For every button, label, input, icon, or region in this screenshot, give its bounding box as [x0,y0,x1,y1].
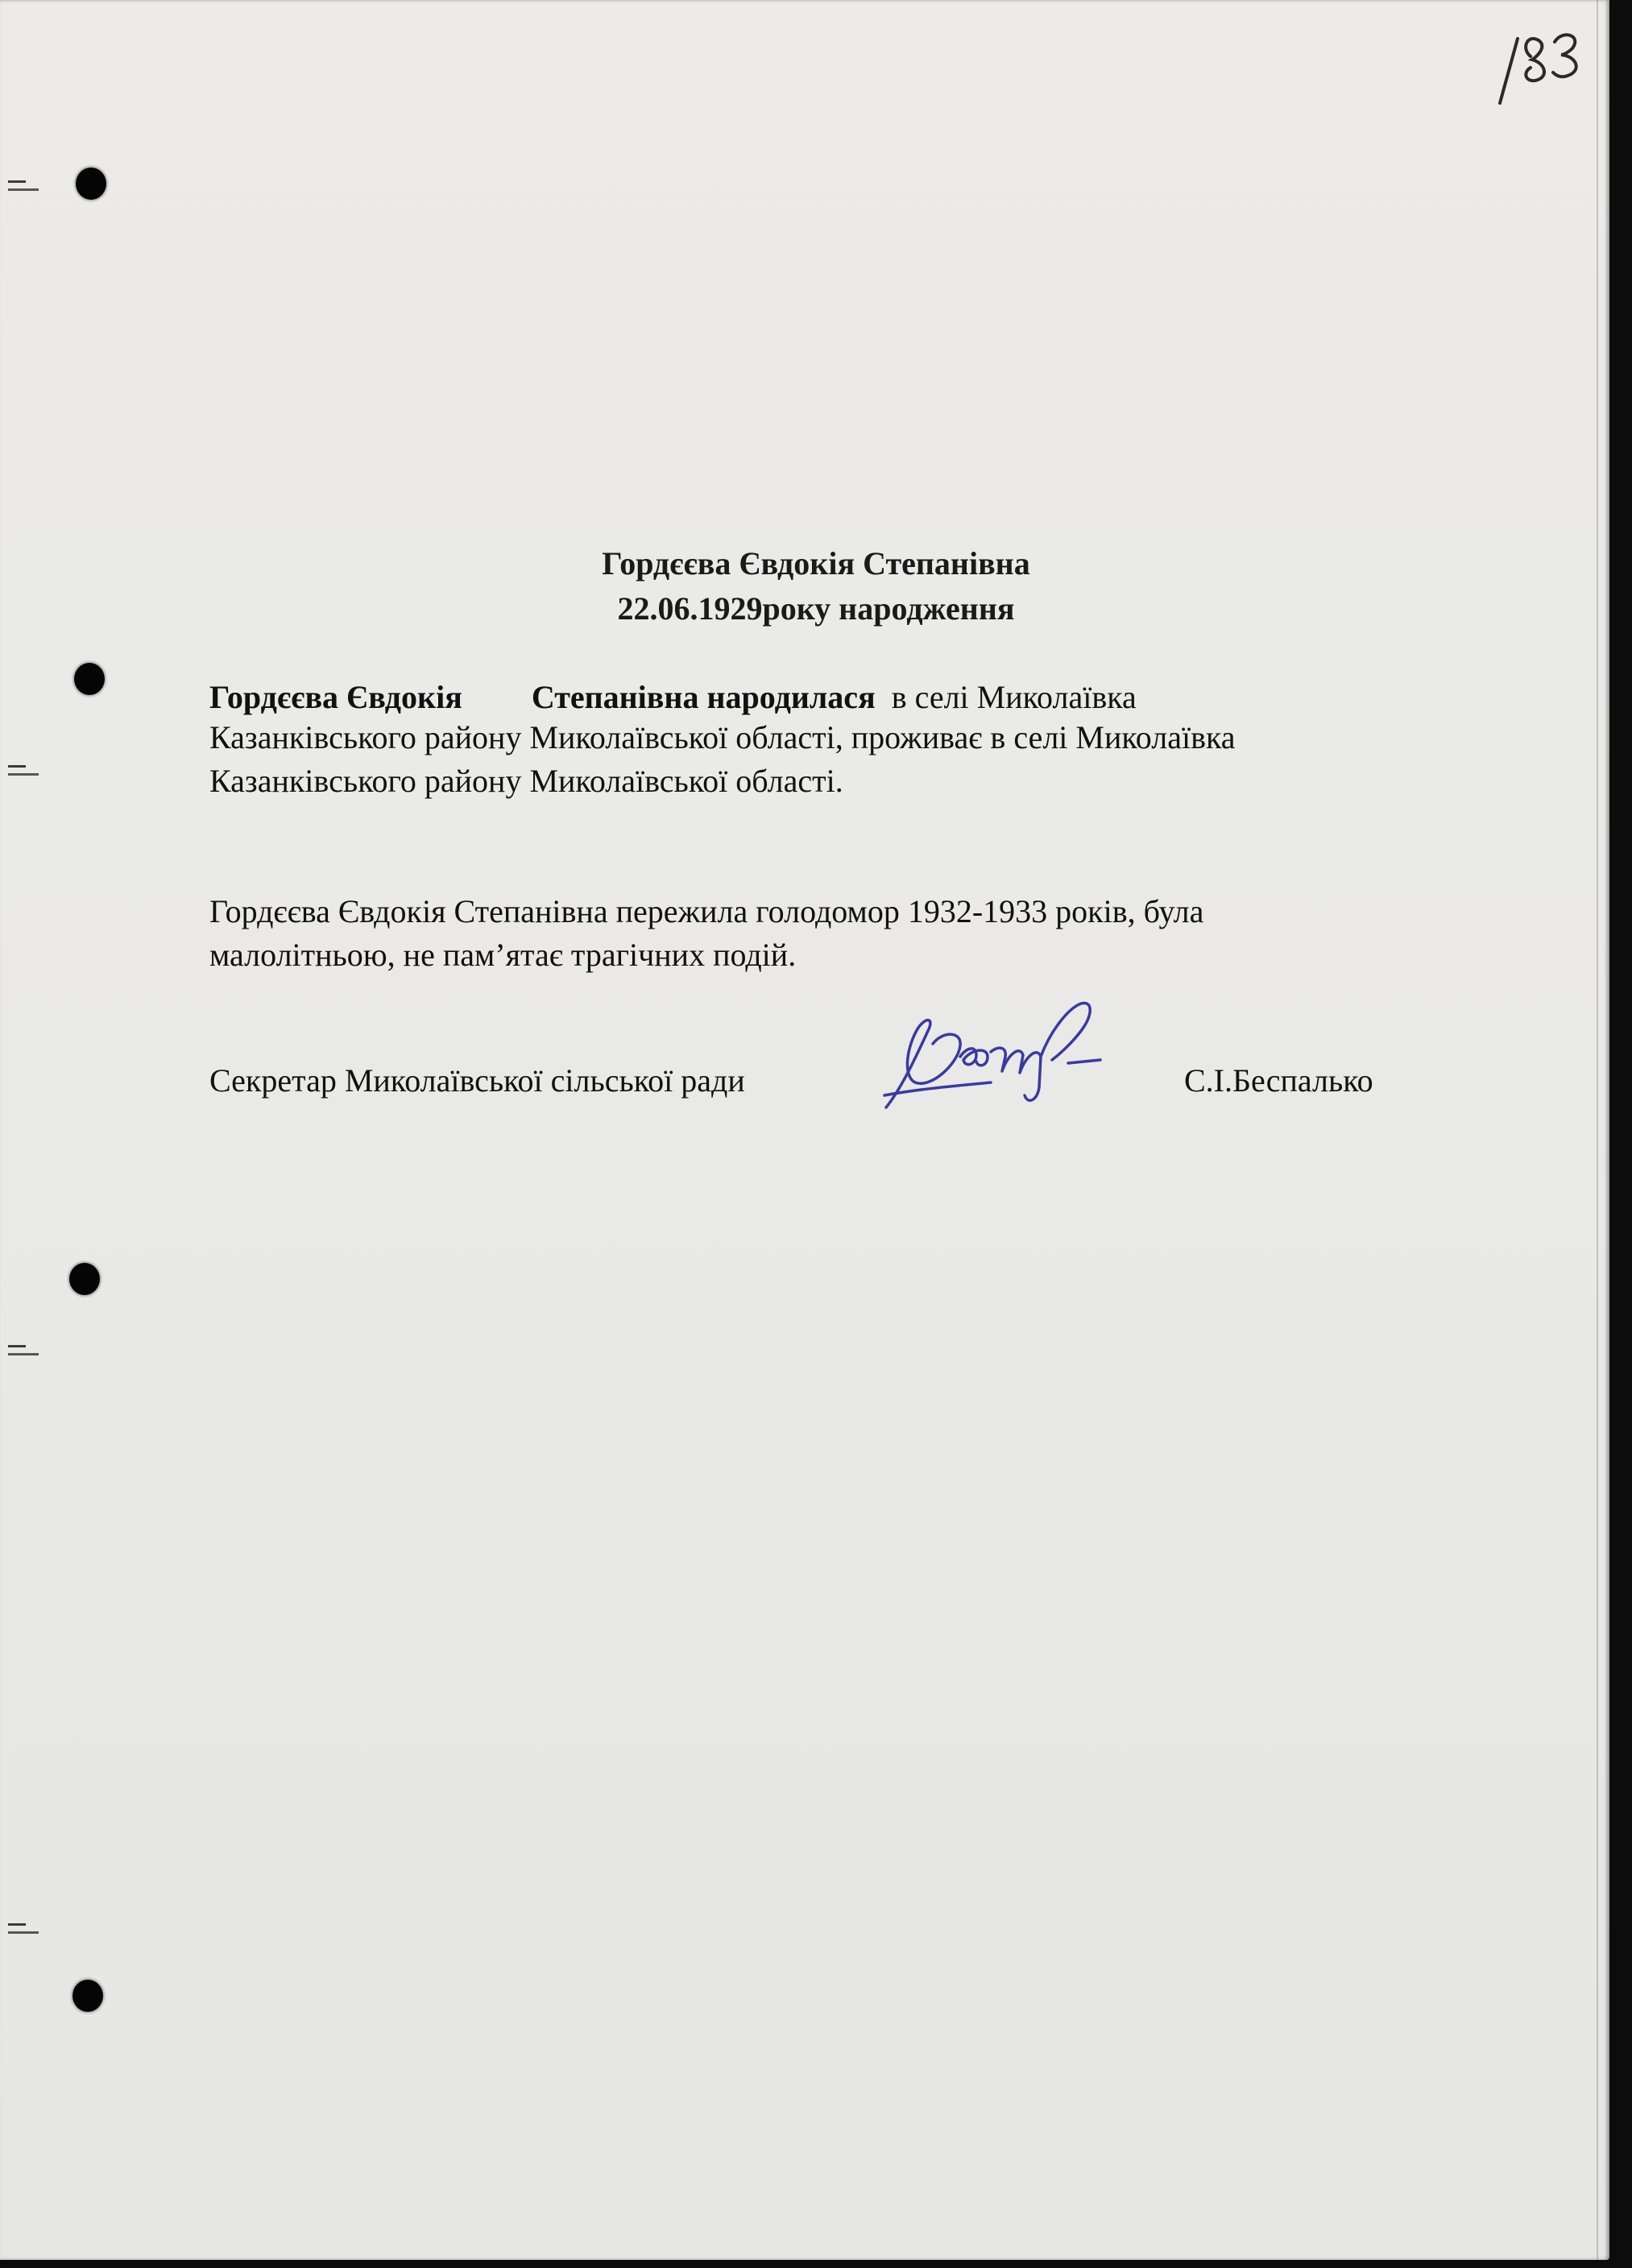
handwritten-page-number [1482,24,1587,113]
binding-hole [74,663,105,695]
paragraph1-line1 [209,675,1137,720]
paragraph1-patronymic-verb: Степанівна народилася [531,679,876,715]
margin-mark [8,179,40,197]
person-name-heading: Гордєєва Євдокія Степанівна [602,545,1030,581]
handwritten-signature [870,999,1136,1120]
birth-date-heading: 22.06.1929року народження [617,590,1015,627]
binding-hole [69,1263,100,1295]
secretary-position: Секретар Миколаївської сільської ради [209,1062,745,1099]
paragraph1-line1-rest: в селі Миколаївка [891,679,1137,715]
secretary-name: С.І.Беспалько [1184,1062,1373,1099]
margin-mark [8,1343,40,1361]
binding-hole [72,1980,103,2012]
binding-hole [76,168,106,200]
paragraph2-line2: малолітньою, не пам’ятає трагічних подій. [209,937,797,973]
paragraph1-line2: Казанківського району Миколаївської області, проживає в селі Миколаївка [209,719,1236,755]
margin-mark [8,764,40,781]
paragraph2-line1: Гордєєва Євдокія Степанівна пережила голодомор 1932-1933 років, була [209,893,1204,929]
paragraph1-surname-name: Гордєєва Євдокія [209,679,462,715]
page-edge [1597,0,1598,2260]
paragraph1-line3: Казанківського району Миколаївської області. [209,763,843,799]
margin-mark [8,1922,40,1939]
